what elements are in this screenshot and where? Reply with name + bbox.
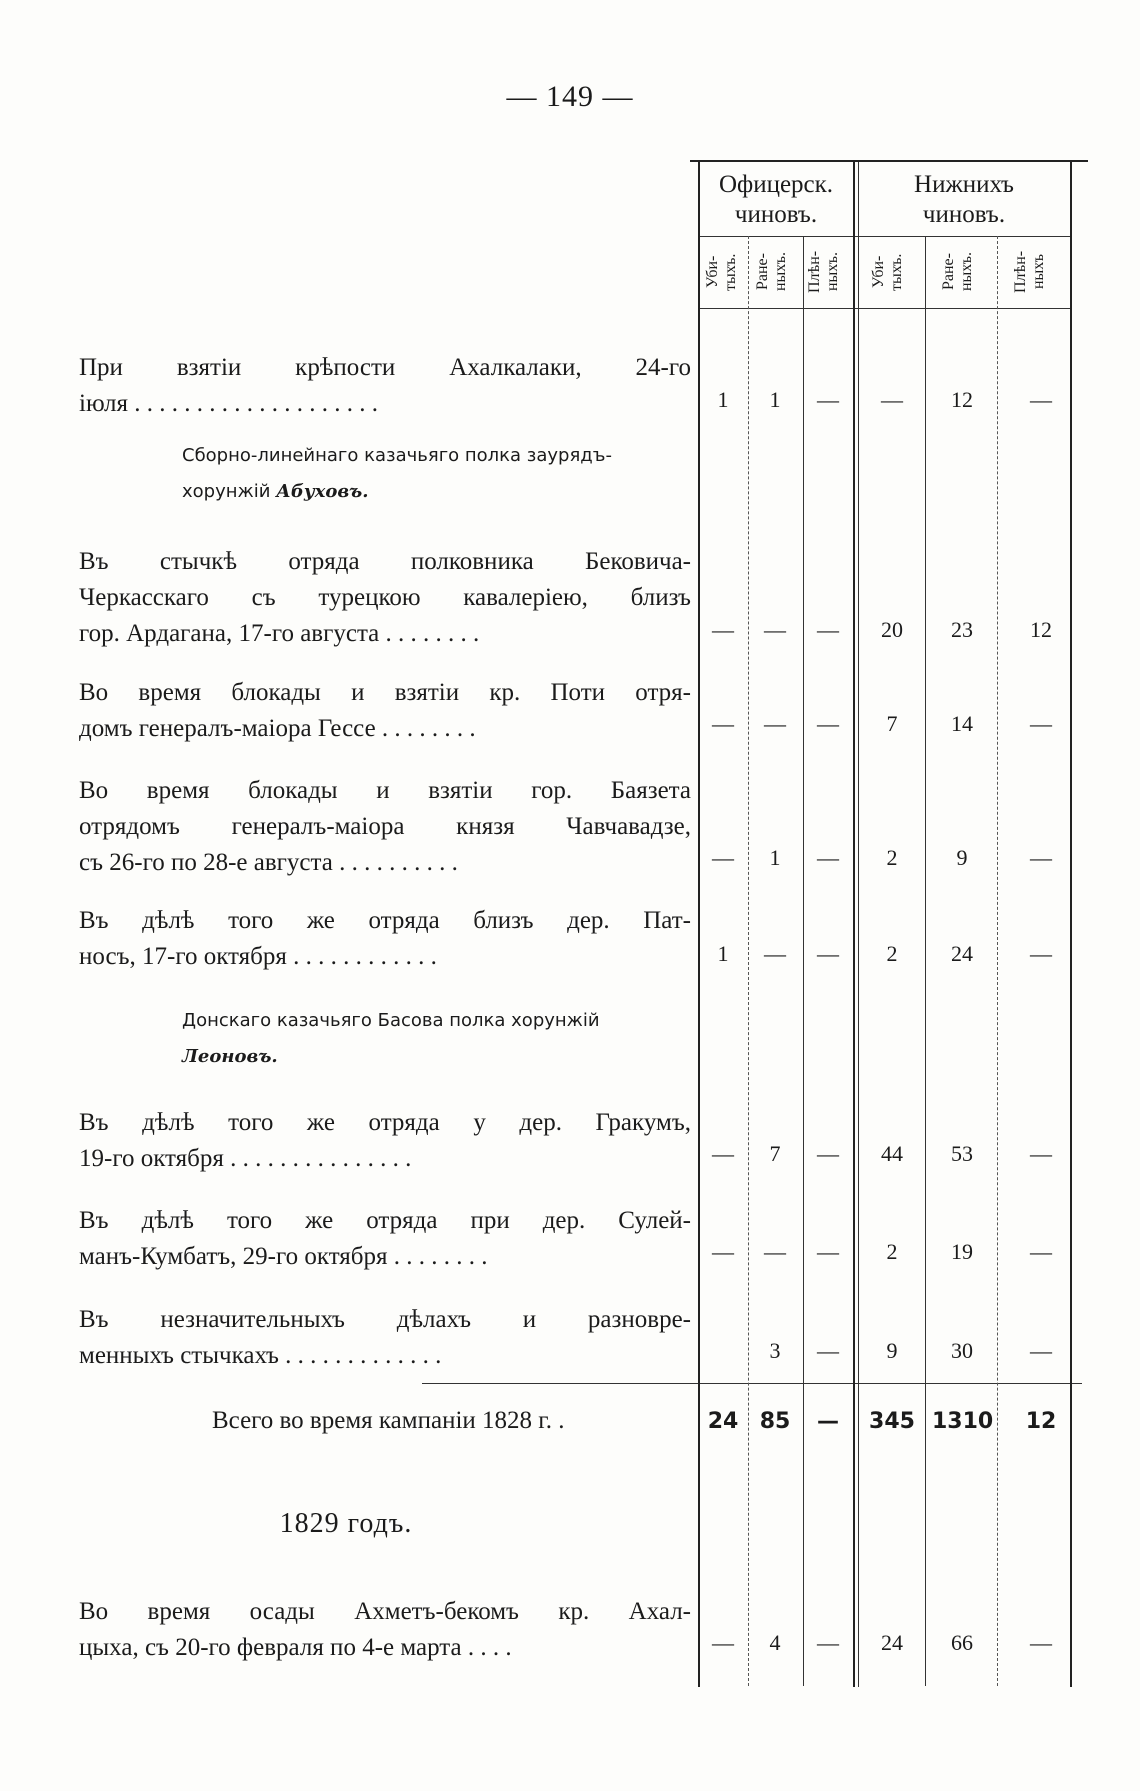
col-rule-5 [997,236,998,1686]
total-officers-wounded: 85 [759,1409,791,1434]
row-text-line: отрядомъ генералъ-маіора князя Чавчавадзе, [79,813,691,840]
value-ranks-wounded: 9 [956,845,968,870]
row-text-line: Въ дѣлѣ того же отряда у дер. Гракумъ, [79,1109,691,1136]
value-ranks-wounded: 14 [951,711,973,736]
lower-ranks-header-line-2: чиновъ. [922,201,1006,228]
table-row [79,903,691,975]
lower-ranks-header [860,170,1068,230]
row-text-line: Во время блокады и взятіи гор. Баязета [79,777,691,804]
officers-header-line-2: чиновъ. [734,201,818,228]
table-row [79,1203,691,1275]
value-officers-wounded: — [764,1239,786,1264]
row-text-line: съ 26-го по 28-е августа . . . . . . . . . . [79,849,458,876]
row-text-line: Въ дѣлѣ того же отряда при дер. Сулей- [79,1207,691,1234]
row-text-line: Во время блокады и взятіи кр. Поти отря- [79,679,691,706]
value-officers-killed: — [712,1239,734,1264]
total-ranks-wounded: 1310 [932,1409,994,1434]
note-officer-name: Леоновъ. [182,1046,278,1067]
group-divider-rule-2 [858,162,859,1687]
officers-header-line-1: Офицерск. [718,171,834,198]
row-text-line: При взятіи крѣпости Ахалкалаки, 24-го [79,354,691,381]
subheader-ranks-killed: Уби- тыхъ. [870,253,905,291]
value-ranks-wounded: 30 [951,1338,973,1363]
value-officers-killed: — [712,617,734,642]
value-ranks-captured: — [1030,711,1052,736]
note-officer-name: Абуховъ. [276,481,369,502]
value-ranks-killed: 20 [881,617,903,642]
officer-note [182,438,692,510]
row-text-line: іюля . . . . . . . . . . . . . . . . . . . . [79,390,378,417]
year-heading: 1829 годъ. [279,1508,413,1539]
value-officers-captured: — [817,941,839,966]
value-officers-captured: — [817,1630,839,1655]
subheader-ranks-wounded: Ране- ныхъ. [940,252,975,292]
value-ranks-killed: 2 [886,1239,898,1264]
table-row [79,773,691,881]
row-text-line: носъ, 17-го октября . . . . . . . . . . . . [79,943,437,970]
row-text-line: Въ стычкѣ отряда полковника Бековича- [79,548,691,575]
row-text-line: 19-го октября . . . . . . . . . . . . . . . [79,1145,412,1172]
row-text-line: Въ дѣлѣ того же отряда близъ дер. Пат- [79,907,691,934]
value-officers-killed: — [712,845,734,870]
value-officers-wounded: 7 [769,1141,781,1166]
total-top-rule [422,1383,1082,1384]
value-ranks-captured: 12 [1030,617,1052,642]
row-text-line: Черкасскаго съ турецкою кавалеріею, близъ [79,584,691,611]
table-row [79,350,691,422]
subheader-ranks-captured: Плѣн- ныхъ [1012,250,1047,294]
value-ranks-killed: 7 [886,711,898,736]
value-ranks-killed: 44 [881,1141,903,1166]
value-ranks-wounded: 53 [951,1141,973,1166]
value-officers-captured: — [817,1338,839,1363]
row-text-line: домъ генералъ-маіора Гессе . . . . . . . . [79,715,476,742]
col-rule-4 [925,236,926,1686]
row-text-line: Въ незначительныхъ дѣлахъ и разновре- [79,1306,691,1333]
row-text-line: Во время осады Ахметъ-бекомъ кр. Ахал- [79,1598,691,1625]
value-officers-captured: — [817,845,839,870]
value-officers-wounded: 1 [769,845,781,870]
header-group-rule [700,236,1070,237]
value-ranks-wounded: 24 [951,941,973,966]
value-officers-wounded: 4 [769,1630,781,1655]
row-text-line: цыха, съ 20-го февраля по 4-е марта . . . . [79,1634,512,1661]
total-ranks-killed: 345 [869,1409,915,1434]
table-row [79,1105,691,1177]
page-number: — 149 — [506,80,634,113]
value-ranks-captured: — [1030,1630,1052,1655]
note-text: Сборно-линейнаго казачьяго полка заурядъ-хорунжій [182,445,612,502]
value-officers-wounded: — [764,617,786,642]
value-ranks-captured: — [1030,1239,1052,1264]
table-row [79,544,691,652]
value-ranks-killed: — [881,387,903,412]
value-ranks-captured: — [1030,1338,1052,1363]
value-ranks-captured: — [1030,845,1052,870]
value-ranks-wounded: 12 [951,387,973,412]
table-row [79,675,691,747]
note-text: Донскаго казачьяго Басова полка хорунжій [182,1010,600,1031]
lower-ranks-header-line-1: Нижнихъ [914,171,1014,198]
value-ranks-killed: 24 [881,1630,903,1655]
row-text-line: манъ-Кумбатъ, 29-го октября . . . . . . . . [79,1243,488,1270]
total-officers-killed: 24 [707,1409,739,1434]
value-officers-wounded: 3 [769,1338,781,1363]
value-ranks-wounded: 66 [951,1630,973,1655]
officer-note [182,1003,692,1075]
officers-header [700,170,852,230]
value-ranks-captured: — [1030,941,1052,966]
value-officers-captured: — [817,617,839,642]
value-officers-wounded: 1 [769,387,781,412]
subheader-officers-captured: Плѣн- ныхъ. [806,250,841,294]
table-row [79,1594,691,1666]
subheader-officers-wounded: Ране- ныхъ. [754,252,789,292]
value-ranks-killed: 2 [886,845,898,870]
row-text-line: гор. Ардагана, 17-го августа . . . . . . . . [79,620,480,647]
table-row [79,1302,691,1374]
total-label: Всего во время кампаніи 1828 г. . [212,1407,565,1434]
value-officers-killed: — [712,1630,734,1655]
value-ranks-killed: 9 [886,1338,898,1363]
total-ranks-captured: 12 [1025,1409,1057,1434]
value-officers-killed: — [712,1141,734,1166]
value-officers-killed: 1 [717,941,729,966]
value-officers-killed: 1 [717,387,729,412]
value-officers-captured: — [817,1141,839,1166]
table-top-rule [690,160,1088,162]
value-officers-captured: — [817,387,839,412]
value-ranks-wounded: 23 [951,617,973,642]
value-officers-killed: — [712,711,734,736]
total-officers-captured: — [817,1409,839,1434]
header-bottom-rule [700,308,1070,309]
value-officers-captured: — [817,711,839,736]
value-ranks-captured: — [1030,1141,1052,1166]
row-text-line: менныхъ стычкахъ . . . . . . . . . . . . . [79,1342,442,1369]
value-officers-wounded: — [764,941,786,966]
value-ranks-captured: — [1030,387,1052,412]
value-ranks-killed: 2 [886,941,898,966]
subheader-officers-killed: Уби- тыхъ. [704,253,739,291]
value-officers-captured: — [817,1239,839,1264]
value-ranks-wounded: 19 [951,1239,973,1264]
value-officers-wounded: — [764,711,786,736]
